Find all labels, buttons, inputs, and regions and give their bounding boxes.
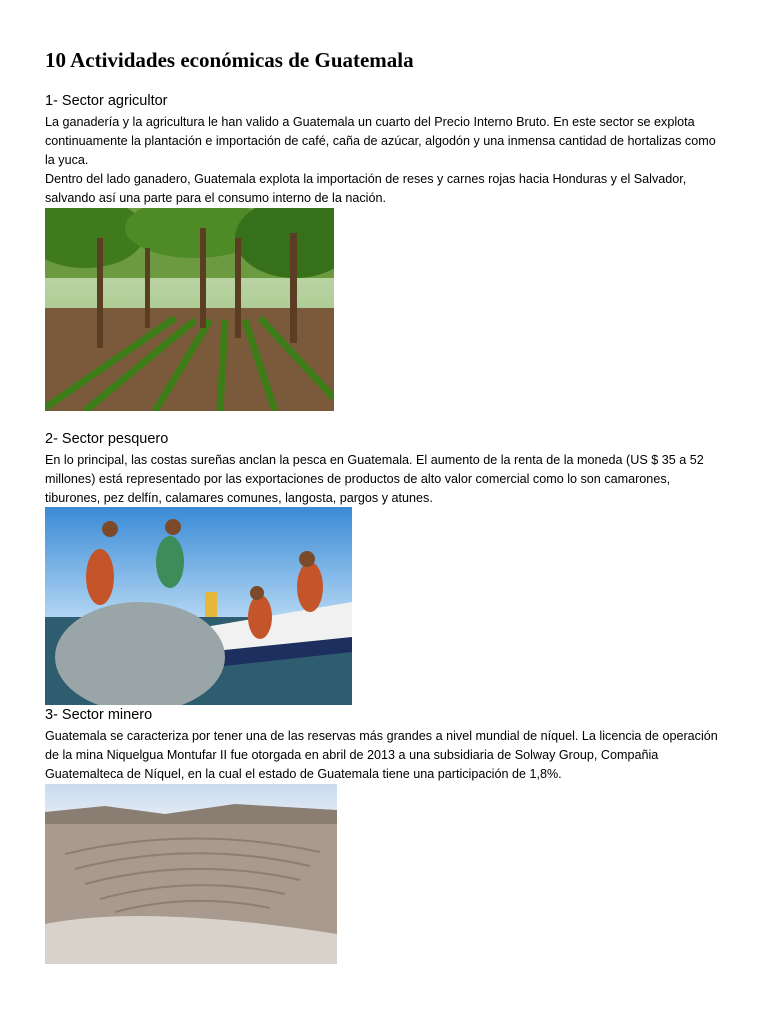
- section-paragraph: Guatemala se caracteriza por tener una de las reservas más grandes a nivel mundial de níquel. La licencia de operación de la mina Niquelgua Montufar II fue otorgada en abril de 2013 a una subsidiaria de Solway Group, Compañia Guatemalteca de Níquel, en la cual el estado de Guatemala tiene una participación de 1,8%.: [45, 729, 718, 781]
- fishermen-boat-photo: [45, 507, 352, 705]
- open-pit-mine-photo: [45, 784, 337, 964]
- section-paragraph: En lo principal, las costas sureñas anclan la pesca en Guatemala. El aumento de la renta de la moneda (US $ 35 a 52 millones) está representado por las exportaciones de productos de alto valor comercial como lo son camarones, tiburones, pez delfín, calamares comunes, langosta, pargos y atunes.: [45, 453, 704, 505]
- section-heading-agricultor: 1- Sector agricultor: [45, 93, 168, 109]
- section-heading-minero: 3- Sector minero: [45, 707, 153, 723]
- coffee-plantation-photo: [45, 208, 334, 411]
- document-title: 10 Actividades económicas de Guatemala: [45, 48, 414, 72]
- section-paragraph: Dentro del lado ganadero, Guatemala explota la importación de reses y carnes rojas hacia Honduras y el Salvador, salvando así una parte para el consumo interno de la nación.: [45, 172, 687, 205]
- section-paragraph: La ganadería y la agricultura le han valido a Guatemala un cuarto del Precio Interno Bruto. En este sector se explota continuamente la plantación e importación de café, caña de azúcar, algodón y una inmensa cantidad de hortalizas como la yuca.: [45, 115, 716, 167]
- section-heading-pesquero: 2- Sector pesquero: [45, 431, 169, 447]
